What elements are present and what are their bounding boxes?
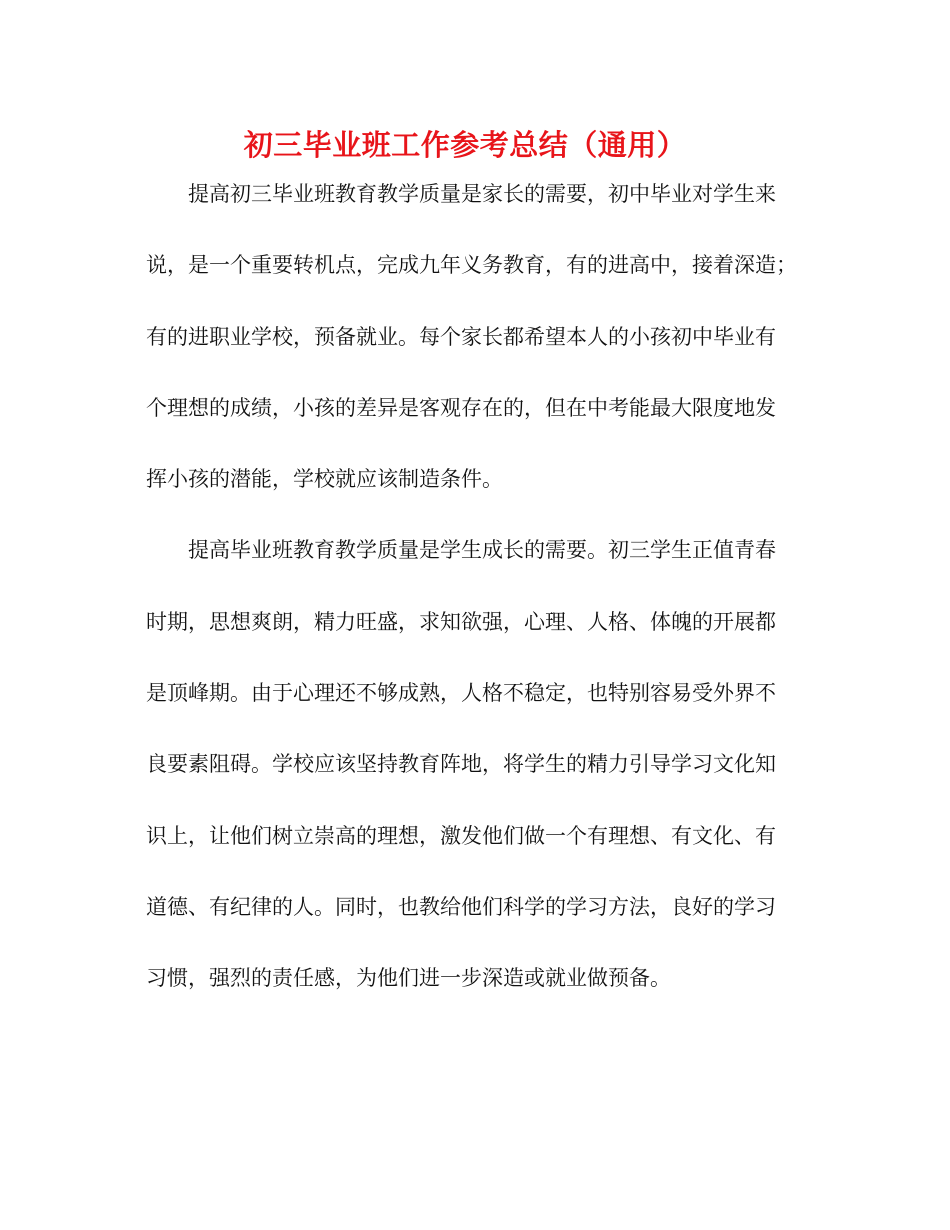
paragraph-2-line-1: 提高毕业班教育教学质量是学生成长的需要。初三学生正值青春 <box>188 538 776 563</box>
document-title: 初三毕业班工作参考总结（通用） <box>243 128 687 162</box>
paragraph-2-line-6: 道德、有纪律的人。同时，也教给他们科学的学习方法，良好的学习 <box>146 894 776 919</box>
paragraph-2-line-2: 时期，思想爽朗，精力旺盛，求知欲强，心理、人格、体魄的开展都 <box>146 609 776 634</box>
paragraph-1-line-1: 提高初三毕业班教育教学质量是家长的需要，初中毕业对学生来 <box>188 182 776 206</box>
paragraph-2-line-5: 识上，让他们树立崇高的理想，激发他们做一个有理想、有文化、有 <box>146 823 776 848</box>
paragraph-1-line-5: 挥小孩的潜能，学校就应该制造条件。 <box>146 467 503 492</box>
paragraph-2-line-3: 是顶峰期。由于心理还不够成熟，人格不稳定，也特别容易受外界不 <box>146 681 776 706</box>
paragraph-1-line-2: 说，是一个重要转机点，完成九年义务教育，有的进高中，接着深造； <box>146 253 797 278</box>
document-body <box>146 165 810 1021</box>
paragraph-1 <box>146 165 810 521</box>
paragraph-2-line-7: 习惯，强烈的责任感，为他们进一步深造或就业做预备。 <box>146 966 671 991</box>
paragraph-1-line-3: 有的进职业学校，预备就业。每个家长都希望本人的小孩初中毕业有 <box>146 324 776 349</box>
paragraph-2-line-4: 良要素阻碍。学校应该坚持教育阵地，将学生的精力引导学习文化知 <box>146 752 776 777</box>
paragraph-2 <box>146 521 810 1020</box>
paragraph-1-line-4: 个理想的成绩，小孩的差异是客观存在的，但在中考能最大限度地发 <box>146 395 776 420</box>
